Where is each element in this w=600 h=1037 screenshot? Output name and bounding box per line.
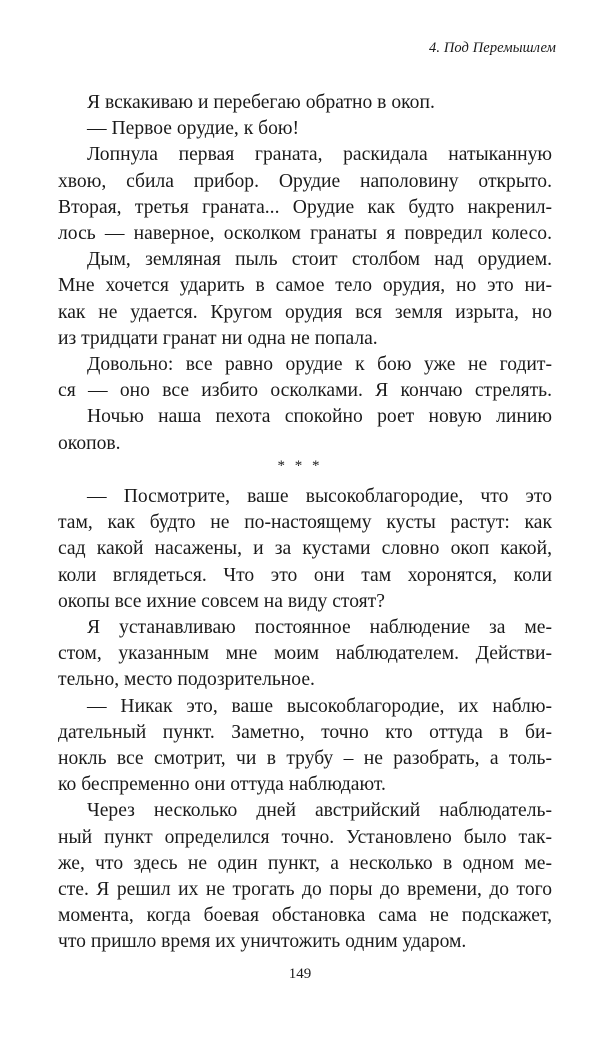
text-line: сте. Я решил их не трогать до поры до времени, до того	[58, 879, 552, 901]
text-line: — Первое орудие, к бою!	[87, 118, 300, 140]
text-line: момента, когда боевая обстановка сама не подскажет,	[58, 905, 552, 927]
text-line: окопов.	[58, 432, 121, 454]
text-line: Ночью наша пехота спокойно роет новую линию	[87, 406, 552, 428]
text-line: как не удается. Кругом орудия вся земля изрыта, но	[58, 301, 552, 323]
running-header: 4. Под Перемышлем	[429, 40, 556, 56]
text-line: ный пункт определился точно. Установлено было так-	[58, 826, 552, 848]
text-line: Через несколько дней австрийский наблюдатель-	[87, 800, 552, 822]
section-separator: * * *	[277, 458, 323, 474]
text-line: там, как будто не по-настоящему кусты растут: как	[58, 512, 552, 534]
text-line: тельно, место подозрительное.	[58, 669, 315, 691]
text-line: Я вскакиваю и перебегаю обратно в окоп.	[87, 92, 435, 113]
text-line: Я устанавливаю постоянное наблюдение за ме-	[87, 617, 552, 639]
text-line: окопы все ихние совсем на виду стоят?	[58, 590, 385, 612]
text-line: — Никак это, ваше высокоблагородие, их наблю-	[87, 695, 552, 717]
text-line: лось — наверное, осколком гранаты я повредил колесо.	[58, 223, 552, 245]
text-line: дательный пункт. Заметно, точно кто оттуда в би-	[58, 721, 552, 743]
text-line: Дым, земляная пыль стоит столбом над орудием.	[87, 249, 552, 271]
text-line: ко беспременно они оттуда наблюдают.	[58, 774, 386, 796]
text-section-2	[58, 484, 552, 956]
text-line: ся — оно все избито осколками. Я кончаю стрелять.	[58, 380, 552, 402]
text-line: что пришло время их уничтожить одним ударом.	[58, 931, 467, 953]
text-line: нокль все смотрит, чи в трубу – не разобрать, а толь-	[58, 748, 552, 770]
text-line: из тридцати гранат ни одна не попала.	[58, 327, 378, 349]
text-section-1	[58, 90, 552, 457]
text-line: стом, указанным мне моим наблюдателем. Действи-	[58, 643, 552, 665]
text-line: же, что здесь не один пункт, а несколько в одном ме-	[58, 852, 552, 874]
text-line: Вторая, третья граната... Орудие как будто накренил-	[58, 196, 552, 218]
text-line: сад какой насажены, и за кустами словно окоп какой,	[58, 538, 552, 560]
text-line: Мне хочется ударить в самое тело орудия, но это ни-	[58, 275, 552, 297]
text-line: Лопнула первая граната, раскидала натыканную	[87, 144, 552, 166]
text-line: — Посмотрите, ваше высокоблагородие, что это	[87, 486, 552, 507]
text-line: Довольно: все равно орудие к бою уже не годит-	[87, 354, 552, 376]
text-line: коли вглядеться. Что это они там хоронятся, коли	[58, 564, 552, 586]
page-number: 149	[288, 966, 312, 982]
text-line: хвою, сбила прибор. Орудие наполовину открыто.	[58, 170, 552, 192]
